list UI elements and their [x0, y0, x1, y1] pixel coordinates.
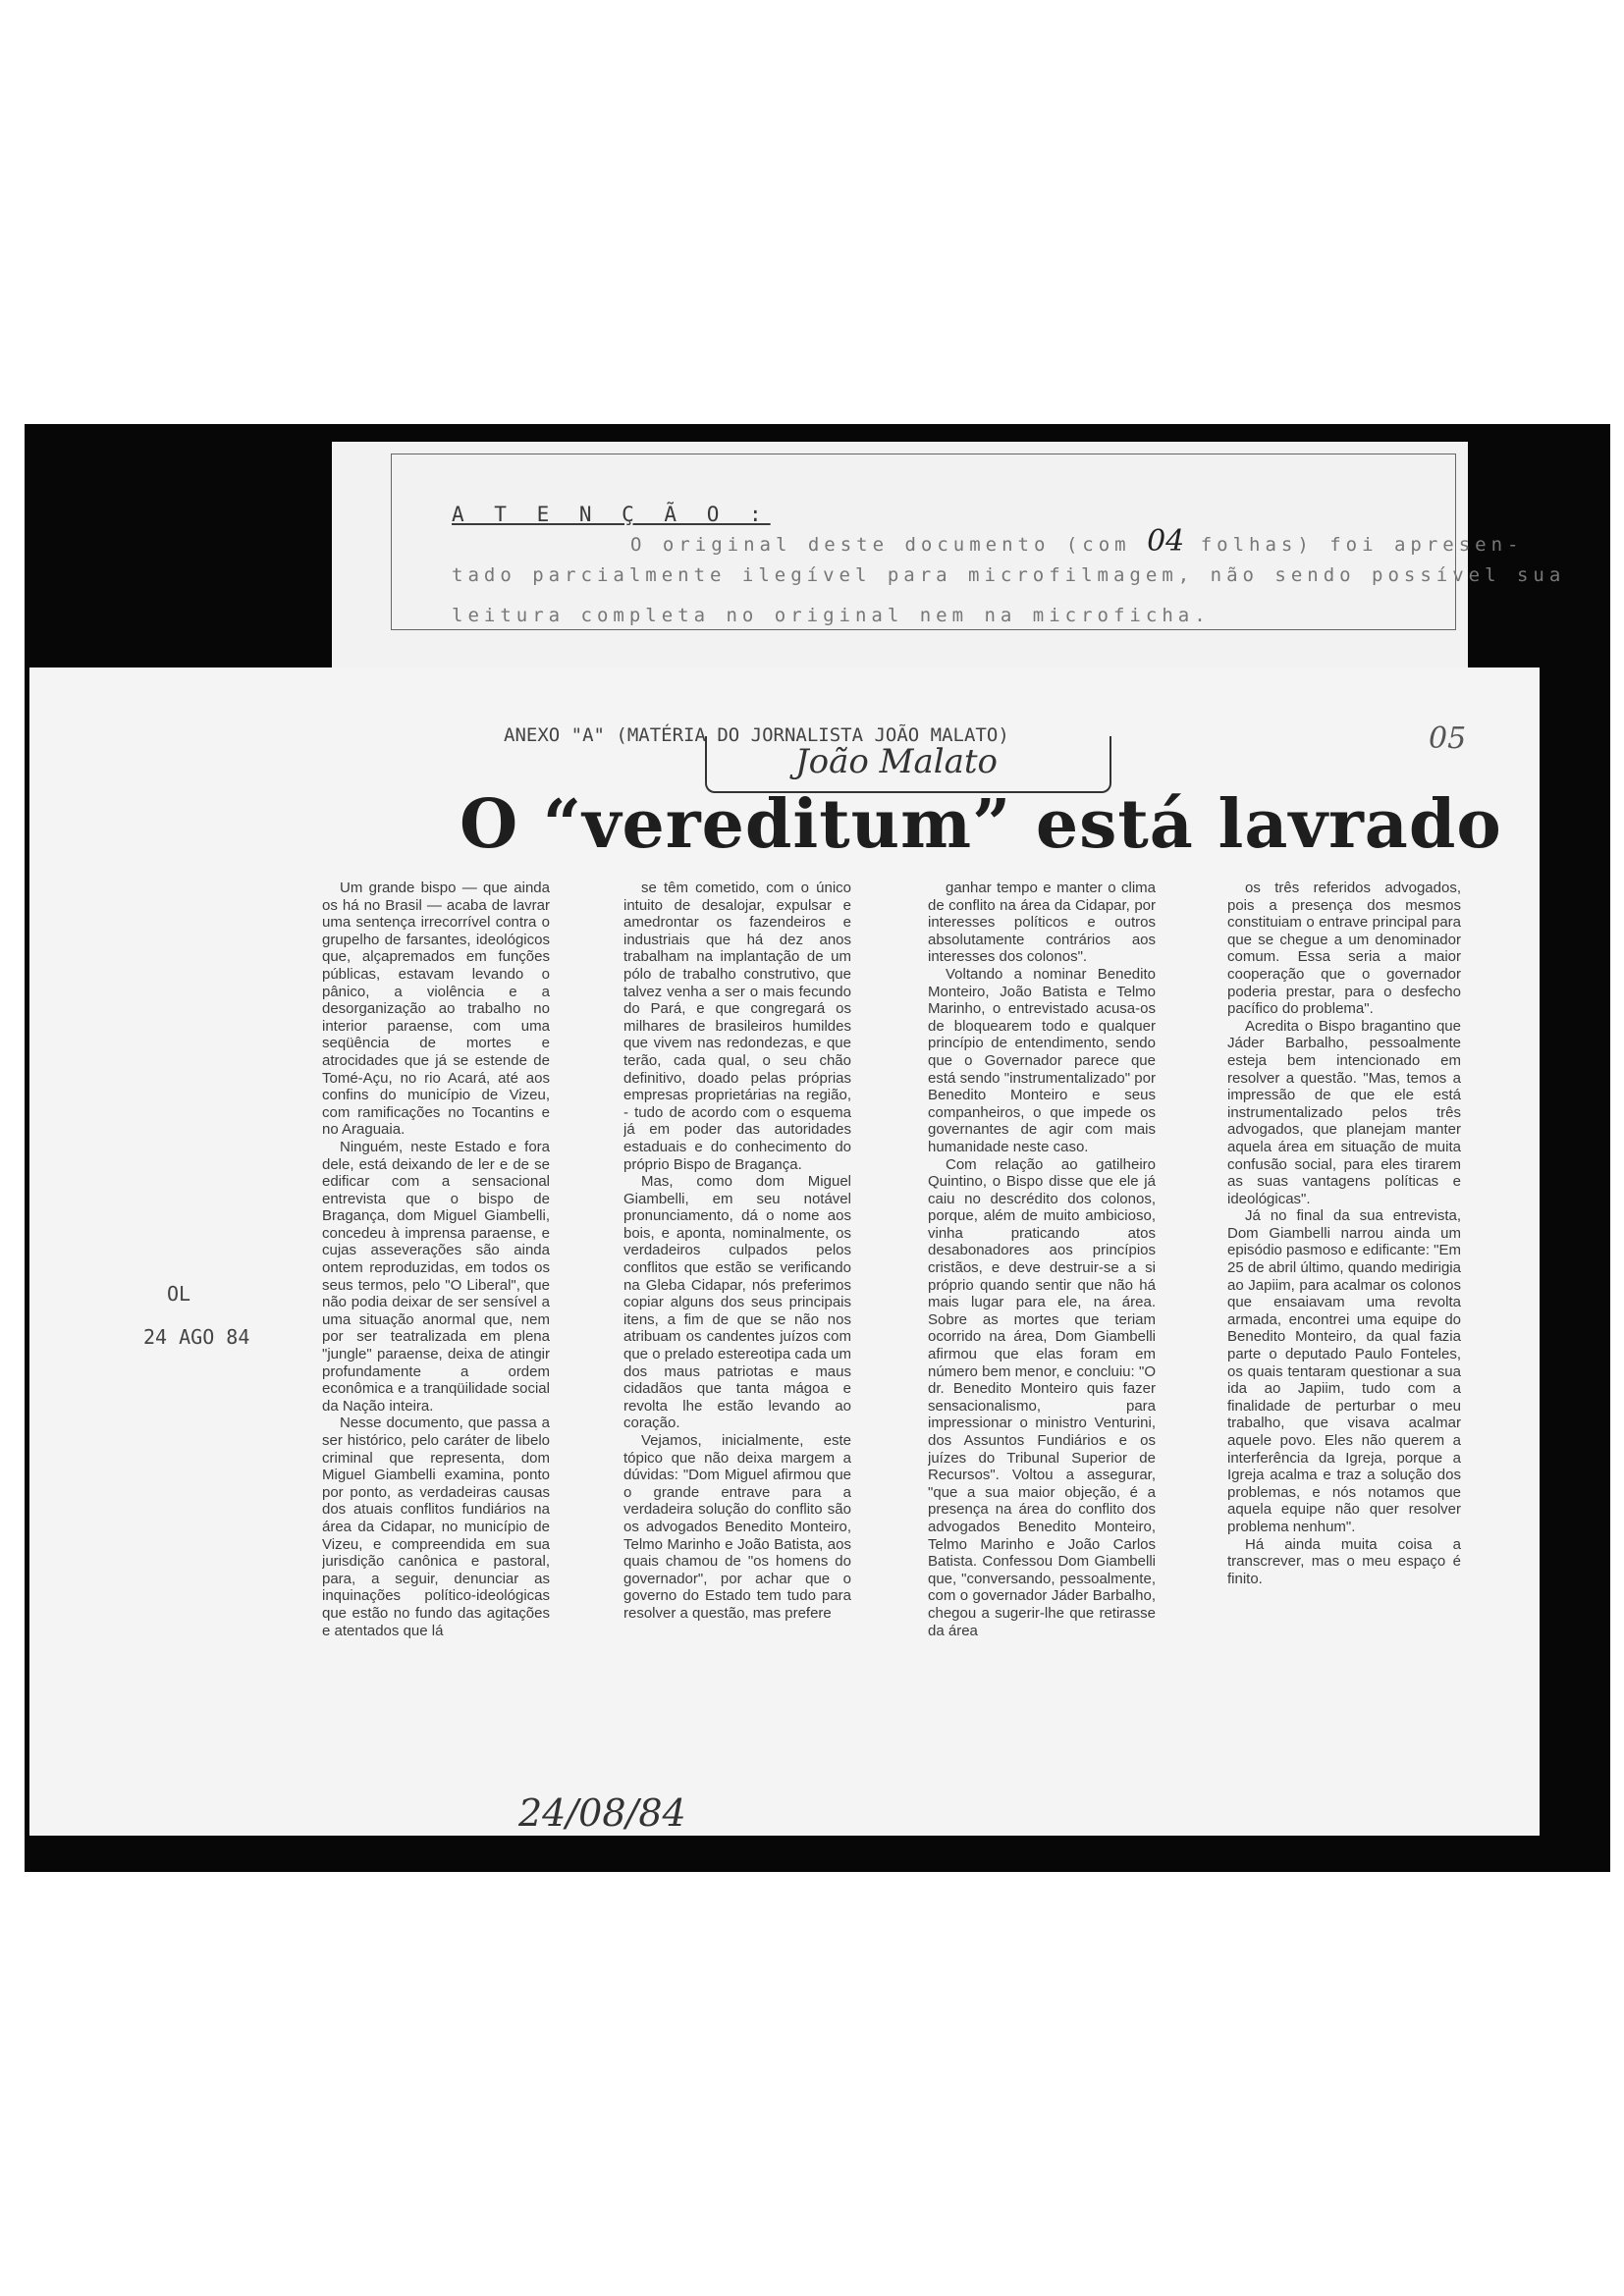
date-stamp: 24 AGO 84 — [143, 1325, 250, 1349]
article-paragraph: Acredita o Bispo bragantino que Jáder Barbalho, pessoalmente esteja bem intencionado em resolver a questão. "Mas, temos a impressão de que ele está instrumentalizado pelos três advogados, que planejam manter aquela área em situação de muita confusão social, para eles tirarem as suas vantagens políticas e ideológicas". — [1227, 1017, 1461, 1207]
notice-line-2: tado parcialmente ilegível para microfilmagem, não sendo possível sua — [452, 564, 1566, 586]
article-paragraph: Já no final da sua entrevista, Dom Giambelli narrou ainda um episódio pasmoso e edificante: "Em 25 de abril último, quando medirigia ao Japiim, para acalmar os colonos que ensaiavam uma revolta armada, encontrei uma equipe do Benedito Monteiro, da qual fazia parte o deputado Paulo Fonteles, os quais tentaram questionar a sua ida ao Japiim, tudo com a finalidade de perturbar o meu trabalho, que visava acalmar aquele povo. Eles não querem a interferência da Igreja, porque a Igreja acalma e traz a solução dos problemas, e nós notamos que aquela equipe não quer resolver problema nenhum". — [1227, 1207, 1461, 1535]
article-paragraph: Um grande bispo — que ainda os há no Brasil — acaba de lavrar uma sentença irrecorrível contra o grupelho de farsantes, ideológicos que, alçapremados em funções públicas, estavam levando o pânico, a violência e a desorganização ao trabalho no interior paraense, com uma seqüência de mortes e atrocidades que já se estende de Tomé-Açu, no rio Acará, até aos confins do município de Vizeu, com ramificações no Tocantins e no Araguaia. — [322, 880, 550, 1139]
annex-label: ANEXO "A" (MATÉRIA DO JORNALISTA JOÃO MALATO) — [504, 724, 1009, 746]
notice-line-1 — [630, 524, 1523, 559]
notice-title: A T E N Ç Ã O : — [452, 503, 771, 526]
folio-number: 05 — [1429, 721, 1467, 756]
article-paragraph: Nesse documento, que passa a ser histórico, pelo caráter de libelo criminal que representa, dom Miguel Giambelli examina, ponto por ponto, as verdadeiras causas dos atuais conflitos fundiários na área da Cidapar, no município de Vizeu, e compreendida em sua jurisdição canônica e pastoral, para, a seguir, denunciar as inquinações político-ideológicas que estão no fundo das agitações e atentados que lá — [322, 1415, 550, 1639]
article-column-2 — [623, 880, 851, 1714]
notice-line-3: leitura completa no original nem na microficha. — [452, 605, 1211, 626]
byline: João Malato — [795, 742, 999, 781]
article-paragraph: ganhar tempo e manter o clima de conflito na área da Cidapar, por interesses políticos e outros absolutamente contrários aos interesses dos colonos". — [928, 880, 1156, 966]
notice-line-1-prefix: O original deste documento (com — [630, 534, 1131, 556]
article-paragraph: Ninguém, neste Estado e fora dele, está deixando de ler e de se edificar com a sensacional entrevista que o bispo de Bragança, dom Miguel Giambelli, concedeu à imprensa paraense, e cujas asseverações são ainda ontem reproduzidas, em todos os seus termos, pelo "O Liberal", que não podia deixar de ser sensível a uma situação anormal que, nem por ser teatralizada em plena "jungle" paraense, deixa de atingir profundamente a ordem econômica e a tranqüilidade social da Nação inteira. — [322, 1138, 550, 1415]
article-paragraph: os três referidos advogados, pois a presença dos mesmos constituiam o entrave principal para que se chegue a um denominador comum. Essa seria a maior cooperação que o governador poderia prestar, para o desfecho pacífico do problema". — [1227, 880, 1461, 1018]
article-paragraph: se têm cometido, com o único intuito de desalojar, expulsar e amedrontar os fazendeiros e industriais que há dez anos trabalham na implantação de um pólo de trabalho construtivo, que talvez venha a ser o mais fecundo do Pará, e que congregará os milhares de brasileiros humildes que vivem nas redondezas, e que terão, cada qual, o seu chão definitivo, doado pelas próprias empresas proprietárias na região, - tudo de acordo com o esquema já em poder das autoridades estaduais e do conhecimento do próprio Bispo de Bragança. — [623, 880, 851, 1173]
article-column-4 — [1227, 880, 1461, 1714]
article-paragraph: Com relação ao gatilheiro Quintino, o Bispo disse que ele já caiu no descrédito dos colonos, porque, além de muito ambicioso, vinha praticando atos desabonadores aos princípios cristãos, e deve destruir-se a si próprio quando sentir que não há mais lugar para ele, na área. Sobre as mortes que teriam ocorrido na área, Dom Giambelli afirmou que elas foram em número bem menor, e concluiu: "O dr. Benedito Monteiro quis fazer sensacionalismo, para impressionar o ministro Venturini, dos Assuntos Fundiários e os juízes do Tribunal Superior de Recursos". Voltou a assegurar, "que a sua maior objeção, é a presença na área do conflito dos advogados Benedito Monteiro, Telmo Marinho e João Carlos Batista. Confessou Dom Giambelli que, "conversando, pessoalmente, com o governador Jáder Barbalho, chegou a sugerir-lhe que retirasse da área — [928, 1155, 1156, 1639]
article-paragraph: Mas, como dom Miguel Giambelli, em seu notável pronunciamento, dá o nome aos bois, e aponta, nominalmente, os verdadeiros culpados pelos conflitos que estão se verificando na Gleba Cidapar, nós preferimos copiar alguns dos seus principais itens, a fim de que se não nos atribuam os candentes juízos com que o prelado estereotipa cada um dos maus patriotas e maus cidadãos que tanta mágoa e revolta lhe estão levando ao coração. — [623, 1173, 851, 1432]
notice-page-count: 04 — [1147, 524, 1185, 559]
article-paragraph: Voltando a nominar Benedito Monteiro, João Batista e Telmo Marinho, o entrevistado acusa-os de bloquearem todo e qualquer princípio de entendimento, sendo que o Governador parece que está sendo "instrumentalizado" por Benedito Monteiro e seus companheiros, o que impede os governantes de agir com mais humanidade neste caso. — [928, 965, 1156, 1155]
article-column-1 — [322, 880, 550, 1714]
source-stamp: OL — [167, 1282, 191, 1306]
article-paragraph: Há ainda muita coisa a transcrever, mas o meu espaço é finito. — [1227, 1535, 1461, 1587]
handwritten-date: 24/08/84 — [518, 1791, 686, 1835]
article-paragraph: Vejamos, inicialmente, este tópico que não deixa margem a dúvidas: "Dom Miguel afirmou que o grande entrave para a verdadeira solução do conflito são os advogados Benedito Monteiro, Telmo Marinho e João Batista, aos quais chamou de "os homens do governador", por achar que o governo do Estado tem tudo para resolver a questão, mas prefere — [623, 1432, 851, 1622]
headline: O “vereditum” está lavrado — [460, 785, 1502, 864]
notice-line-1-suffix: folhas) foi apresen- — [1200, 534, 1524, 556]
article-column-3 — [928, 880, 1156, 1714]
